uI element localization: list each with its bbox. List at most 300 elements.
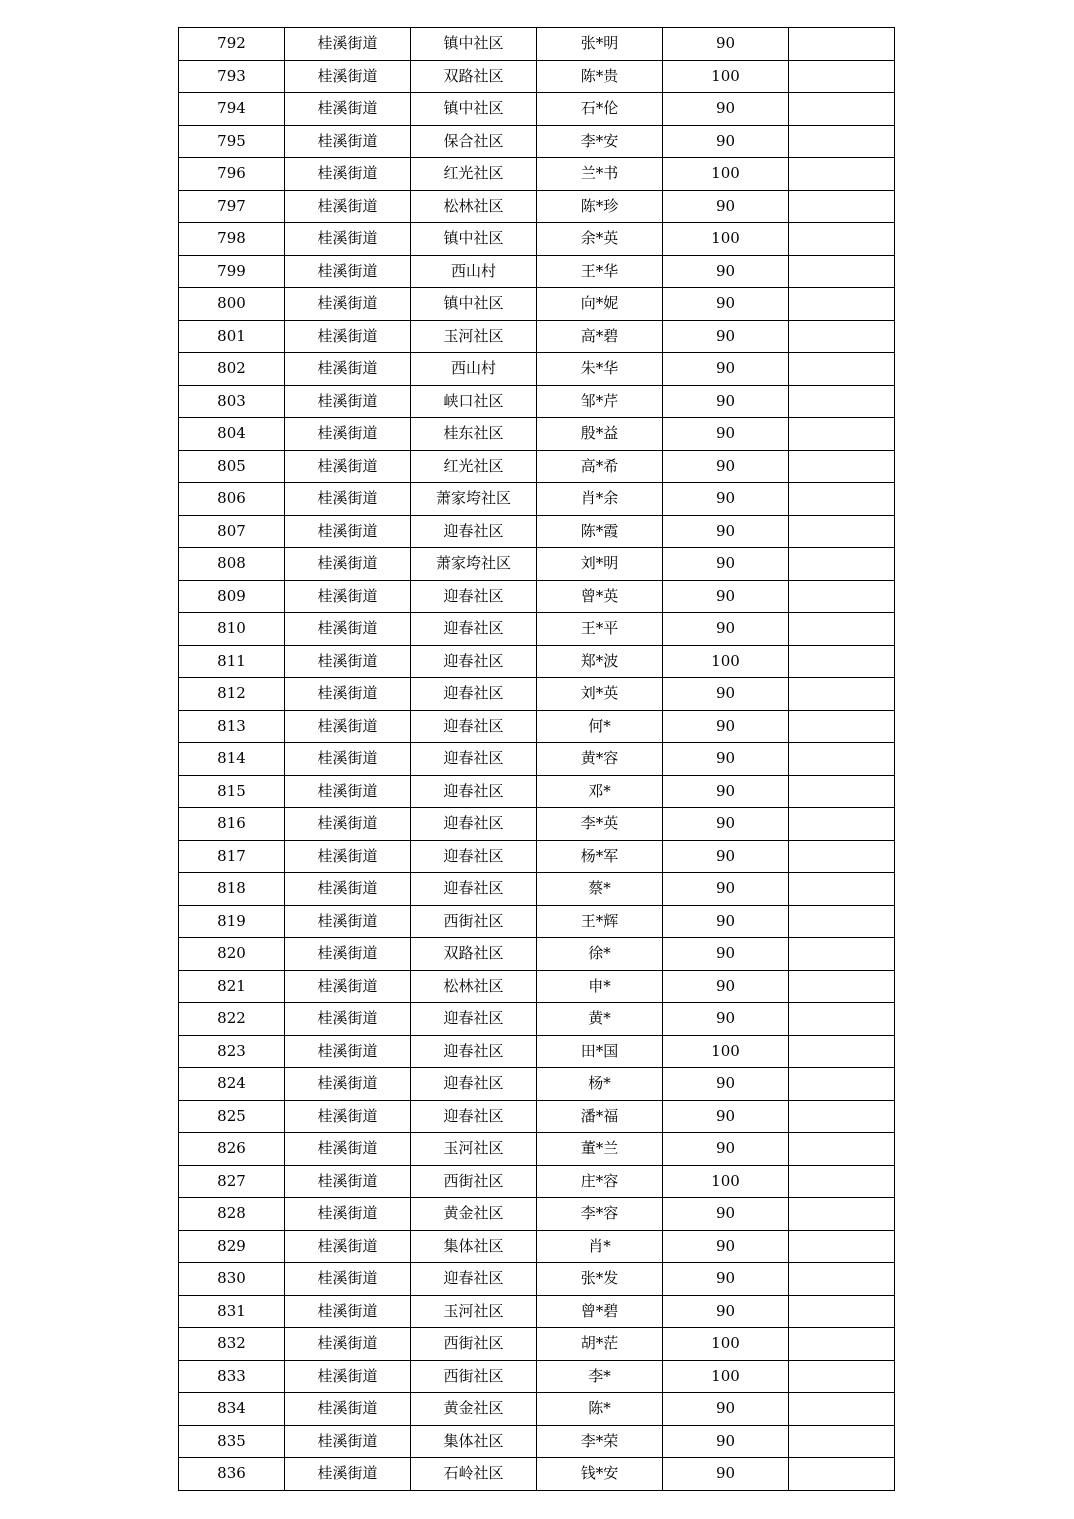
street-cell: 桂溪街道 [285,1263,411,1296]
remark-cell [789,125,895,158]
table-row [179,1100,895,1133]
amount-cell: 90 [663,1393,789,1426]
amount-cell: 90 [663,1133,789,1166]
community-cell: 迎春社区 [411,1003,537,1036]
street-cell: 桂溪街道 [285,548,411,581]
table-row [179,385,895,418]
remark-cell [789,1230,895,1263]
name-cell: 董*兰 [537,1133,663,1166]
community-cell: 镇中社区 [411,28,537,61]
row-number-cell: 833 [179,1360,285,1393]
remark-cell [789,1393,895,1426]
remark-cell [789,710,895,743]
remark-cell [789,288,895,321]
community-cell: 迎春社区 [411,678,537,711]
community-cell: 西山村 [411,255,537,288]
community-cell: 西山村 [411,353,537,386]
street-cell: 桂溪街道 [285,1458,411,1491]
amount-cell: 100 [663,1035,789,1068]
street-cell: 桂溪街道 [285,60,411,93]
name-cell: 兰*书 [537,158,663,191]
table-row [179,1230,895,1263]
table-row [179,60,895,93]
table-row [179,970,895,1003]
table-row [179,1328,895,1361]
table-row [179,1360,895,1393]
amount-cell: 90 [663,1198,789,1231]
table-row [179,808,895,841]
street-cell: 桂溪街道 [285,1035,411,1068]
community-cell: 峡口社区 [411,385,537,418]
community-cell: 西街社区 [411,1360,537,1393]
table-row [179,1393,895,1426]
community-cell: 双路社区 [411,60,537,93]
community-cell: 红光社区 [411,158,537,191]
row-number-cell: 820 [179,938,285,971]
street-cell: 桂溪街道 [285,613,411,646]
amount-cell: 90 [663,1295,789,1328]
name-cell: 陈*珍 [537,190,663,223]
street-cell: 桂溪街道 [285,938,411,971]
row-number-cell: 821 [179,970,285,1003]
table-row [179,645,895,678]
name-cell: 徐* [537,938,663,971]
remark-cell [789,1425,895,1458]
remark-cell [789,1263,895,1296]
row-number-cell: 810 [179,613,285,646]
street-cell: 桂溪街道 [285,1068,411,1101]
row-number-cell: 825 [179,1100,285,1133]
amount-cell: 100 [663,1360,789,1393]
street-cell: 桂溪街道 [285,158,411,191]
remark-cell [789,1328,895,1361]
remark-cell [789,580,895,613]
amount-cell: 90 [663,613,789,646]
street-cell: 桂溪街道 [285,1230,411,1263]
row-number-cell: 815 [179,775,285,808]
name-cell: 殷*益 [537,418,663,451]
amount-cell: 100 [663,645,789,678]
community-cell: 镇中社区 [411,288,537,321]
street-cell: 桂溪街道 [285,28,411,61]
table-row [179,125,895,158]
row-number-cell: 828 [179,1198,285,1231]
name-cell: 余*英 [537,223,663,256]
amount-cell: 90 [663,710,789,743]
table-row [179,353,895,386]
row-number-cell: 795 [179,125,285,158]
name-cell: 刘*明 [537,548,663,581]
name-cell: 曾*英 [537,580,663,613]
community-cell: 镇中社区 [411,223,537,256]
amount-cell: 90 [663,450,789,483]
amount-cell: 90 [663,190,789,223]
remark-cell [789,548,895,581]
row-number-cell: 809 [179,580,285,613]
remark-cell [789,353,895,386]
row-number-cell: 792 [179,28,285,61]
remark-cell [789,1198,895,1231]
table-row [179,905,895,938]
name-cell: 陈*霞 [537,515,663,548]
remark-cell [789,775,895,808]
row-number-cell: 797 [179,190,285,223]
table-row [179,515,895,548]
amount-cell: 90 [663,93,789,126]
row-number-cell: 826 [179,1133,285,1166]
table-row [179,580,895,613]
name-cell: 潘*福 [537,1100,663,1133]
community-cell: 黄金社区 [411,1198,537,1231]
row-number-cell: 832 [179,1328,285,1361]
amount-cell: 90 [663,808,789,841]
street-cell: 桂溪街道 [285,840,411,873]
street-cell: 桂溪街道 [285,970,411,1003]
community-cell: 玉河社区 [411,320,537,353]
street-cell: 桂溪街道 [285,873,411,906]
community-cell: 迎春社区 [411,613,537,646]
table-row [179,743,895,776]
amount-cell: 90 [663,1100,789,1133]
name-cell: 陈* [537,1393,663,1426]
community-cell: 迎春社区 [411,1263,537,1296]
community-cell: 迎春社区 [411,873,537,906]
remark-cell [789,905,895,938]
amount-cell: 90 [663,580,789,613]
table-row [179,190,895,223]
remark-cell [789,320,895,353]
table-row [179,255,895,288]
table-row [179,1035,895,1068]
street-cell: 桂溪街道 [285,580,411,613]
table-row [179,548,895,581]
street-cell: 桂溪街道 [285,1393,411,1426]
community-cell: 红光社区 [411,450,537,483]
remark-cell [789,450,895,483]
row-number-cell: 816 [179,808,285,841]
name-cell: 邹*芹 [537,385,663,418]
row-number-cell: 806 [179,483,285,516]
row-number-cell: 811 [179,645,285,678]
amount-cell: 90 [663,1230,789,1263]
name-cell: 刘*英 [537,678,663,711]
community-cell: 迎春社区 [411,808,537,841]
row-number-cell: 836 [179,1458,285,1491]
street-cell: 桂溪街道 [285,125,411,158]
row-number-cell: 803 [179,385,285,418]
row-number-cell: 799 [179,255,285,288]
community-cell: 石岭社区 [411,1458,537,1491]
remark-cell [789,678,895,711]
name-cell: 胡*茫 [537,1328,663,1361]
remark-cell [789,1035,895,1068]
street-cell: 桂溪街道 [285,743,411,776]
name-cell: 庄*容 [537,1165,663,1198]
row-number-cell: 817 [179,840,285,873]
amount-cell: 100 [663,1165,789,1198]
community-cell: 迎春社区 [411,580,537,613]
street-cell: 桂溪街道 [285,1328,411,1361]
community-cell: 西街社区 [411,1328,537,1361]
community-cell: 迎春社区 [411,515,537,548]
remark-cell [789,1100,895,1133]
amount-cell: 90 [663,873,789,906]
street-cell: 桂溪街道 [285,320,411,353]
name-cell: 陈*贵 [537,60,663,93]
street-cell: 桂溪街道 [285,385,411,418]
street-cell: 桂溪街道 [285,678,411,711]
amount-cell: 100 [663,158,789,191]
row-number-cell: 814 [179,743,285,776]
table-row [179,1068,895,1101]
remark-cell [789,938,895,971]
amount-cell: 90 [663,1263,789,1296]
street-cell: 桂溪街道 [285,1295,411,1328]
street-cell: 桂溪街道 [285,223,411,256]
amount-cell: 90 [663,1425,789,1458]
remark-cell [789,1068,895,1101]
street-cell: 桂溪街道 [285,775,411,808]
name-cell: 王*华 [537,255,663,288]
community-cell: 萧家垮社区 [411,483,537,516]
amount-cell: 90 [663,1003,789,1036]
community-cell: 黄金社区 [411,1393,537,1426]
name-cell: 王*平 [537,613,663,646]
community-cell: 萧家垮社区 [411,548,537,581]
community-cell: 迎春社区 [411,1100,537,1133]
row-number-cell: 823 [179,1035,285,1068]
street-cell: 桂溪街道 [285,1003,411,1036]
table-row [179,710,895,743]
amount-cell: 90 [663,125,789,158]
community-cell: 保合社区 [411,125,537,158]
remark-cell [789,1458,895,1491]
remark-cell [789,970,895,1003]
remark-cell [789,743,895,776]
name-cell: 石*伦 [537,93,663,126]
remark-cell [789,28,895,61]
name-cell: 李* [537,1360,663,1393]
name-cell: 杨*军 [537,840,663,873]
amount-cell: 90 [663,515,789,548]
name-cell: 朱*华 [537,353,663,386]
table-row [179,158,895,191]
row-number-cell: 801 [179,320,285,353]
row-number-cell: 834 [179,1393,285,1426]
remark-cell [789,515,895,548]
remark-cell [789,1003,895,1036]
remark-cell [789,60,895,93]
amount-cell: 90 [663,548,789,581]
remark-cell [789,645,895,678]
row-number-cell: 796 [179,158,285,191]
row-number-cell: 805 [179,450,285,483]
row-number-cell: 800 [179,288,285,321]
remark-cell [789,483,895,516]
community-cell: 松林社区 [411,970,537,1003]
community-cell: 迎春社区 [411,1035,537,1068]
row-number-cell: 829 [179,1230,285,1263]
amount-cell: 90 [663,678,789,711]
street-cell: 桂溪街道 [285,645,411,678]
table-row [179,450,895,483]
name-cell: 李*英 [537,808,663,841]
street-cell: 桂溪街道 [285,710,411,743]
amount-cell: 90 [663,320,789,353]
table-body [179,28,895,1491]
street-cell: 桂溪街道 [285,353,411,386]
street-cell: 桂溪街道 [285,515,411,548]
remark-cell [789,190,895,223]
amount-cell: 100 [663,60,789,93]
community-cell: 迎春社区 [411,1068,537,1101]
row-number-cell: 822 [179,1003,285,1036]
name-cell: 王*辉 [537,905,663,938]
amount-cell: 100 [663,223,789,256]
remark-cell [789,1165,895,1198]
table-row [179,1263,895,1296]
street-cell: 桂溪街道 [285,1165,411,1198]
community-cell: 西街社区 [411,905,537,938]
row-number-cell: 798 [179,223,285,256]
amount-cell: 90 [663,1458,789,1491]
amount-cell: 90 [663,840,789,873]
street-cell: 桂溪街道 [285,1198,411,1231]
row-number-cell: 827 [179,1165,285,1198]
remark-cell [789,418,895,451]
row-number-cell: 819 [179,905,285,938]
street-cell: 桂溪街道 [285,905,411,938]
table-row [179,678,895,711]
amount-cell: 90 [663,483,789,516]
row-number-cell: 830 [179,1263,285,1296]
community-cell: 玉河社区 [411,1295,537,1328]
table-row [179,1003,895,1036]
row-number-cell: 835 [179,1425,285,1458]
street-cell: 桂溪街道 [285,483,411,516]
remark-cell [789,158,895,191]
table-row [179,93,895,126]
name-cell: 曾*碧 [537,1295,663,1328]
table-row [179,418,895,451]
remark-cell [789,223,895,256]
row-number-cell: 802 [179,353,285,386]
table-row [179,775,895,808]
street-cell: 桂溪街道 [285,1100,411,1133]
amount-cell: 90 [663,1068,789,1101]
row-number-cell: 807 [179,515,285,548]
amount-cell: 90 [663,418,789,451]
street-cell: 桂溪街道 [285,418,411,451]
name-cell: 黄*容 [537,743,663,776]
table-row [179,223,895,256]
name-cell: 张*发 [537,1263,663,1296]
street-cell: 桂溪街道 [285,1133,411,1166]
amount-cell: 100 [663,1328,789,1361]
community-cell: 桂东社区 [411,418,537,451]
table-row [179,28,895,61]
name-cell: 郑*波 [537,645,663,678]
remark-cell [789,93,895,126]
name-cell: 邓* [537,775,663,808]
community-cell: 迎春社区 [411,775,537,808]
name-cell: 李*容 [537,1198,663,1231]
amount-cell: 90 [663,775,789,808]
table-row [179,873,895,906]
amount-cell: 90 [663,970,789,1003]
amount-cell: 90 [663,743,789,776]
community-cell: 双路社区 [411,938,537,971]
name-cell: 何* [537,710,663,743]
name-cell: 肖* [537,1230,663,1263]
remark-cell [789,1295,895,1328]
street-cell: 桂溪街道 [285,808,411,841]
name-cell: 钱*安 [537,1458,663,1491]
remark-cell [789,808,895,841]
street-cell: 桂溪街道 [285,255,411,288]
row-number-cell: 818 [179,873,285,906]
table-row [179,1458,895,1491]
community-cell: 玉河社区 [411,1133,537,1166]
table-row [179,483,895,516]
street-cell: 桂溪街道 [285,1360,411,1393]
community-cell: 迎春社区 [411,743,537,776]
table-row [179,840,895,873]
table-row [179,320,895,353]
table-row [179,1133,895,1166]
community-cell: 松林社区 [411,190,537,223]
remark-cell [789,1133,895,1166]
name-cell: 李*安 [537,125,663,158]
community-cell: 镇中社区 [411,93,537,126]
row-number-cell: 831 [179,1295,285,1328]
row-number-cell: 793 [179,60,285,93]
name-cell: 蔡* [537,873,663,906]
amount-cell: 90 [663,255,789,288]
table-row [179,938,895,971]
table-row [179,1198,895,1231]
row-number-cell: 804 [179,418,285,451]
name-cell: 向*妮 [537,288,663,321]
amount-cell: 90 [663,353,789,386]
community-cell: 集体社区 [411,1425,537,1458]
street-cell: 桂溪街道 [285,288,411,321]
name-cell: 田*国 [537,1035,663,1068]
community-cell: 迎春社区 [411,710,537,743]
row-number-cell: 813 [179,710,285,743]
row-number-cell: 824 [179,1068,285,1101]
name-cell: 高*希 [537,450,663,483]
remark-cell [789,613,895,646]
name-cell: 杨* [537,1068,663,1101]
amount-cell: 90 [663,385,789,418]
subsidy-list-table [178,27,895,1491]
name-cell: 李*荣 [537,1425,663,1458]
amount-cell: 90 [663,28,789,61]
community-cell: 迎春社区 [411,645,537,678]
street-cell: 桂溪街道 [285,450,411,483]
community-cell: 西街社区 [411,1165,537,1198]
name-cell: 张*明 [537,28,663,61]
amount-cell: 90 [663,288,789,321]
table-row [179,1295,895,1328]
community-cell: 集体社区 [411,1230,537,1263]
name-cell: 高*碧 [537,320,663,353]
remark-cell [789,385,895,418]
street-cell: 桂溪街道 [285,93,411,126]
table-row [179,1165,895,1198]
row-number-cell: 794 [179,93,285,126]
